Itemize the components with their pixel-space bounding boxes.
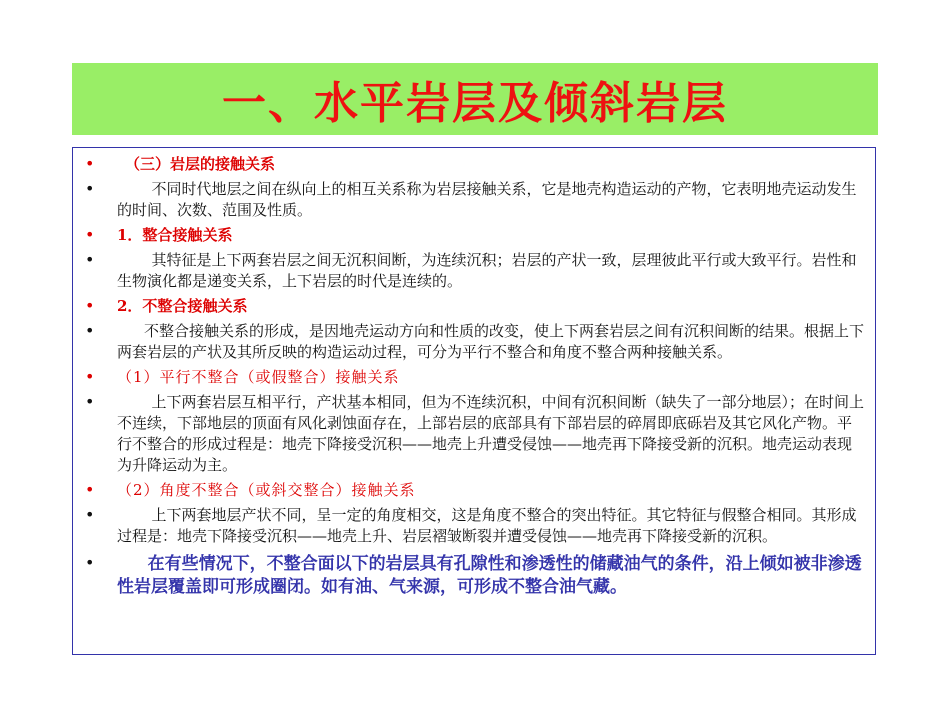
list-item-body	[83, 392, 865, 476]
paragraph-text: 上下两套岩层互相平行，产状基本相同，但为不连续沉积，中间有沉积间断（缺失了一部分地层）；在时间上不连续，下部地层的顶面有风化剥蚀面存在，上部岩层的底部具有下部岩层的碎屑即底砾岩及其它风化产物。平行不整合的形成过程是：地壳下降接受沉积——地壳上升遭受侵蚀——地壳再下降接受新的沉积。地壳运动表现为升降运动为主。	[117, 393, 865, 474]
paragraph-text: 不整合接触关系的形成，是因地壳运动方向和性质的改变，使上下两套岩层之间有沉积间断的结果。根据上下两套岩层的产状及其所反映的构造运动过程，可分为平行不整合和角度不整合两种接触关系。	[117, 322, 865, 361]
paragraph-text: 上下两套地层产状不同，呈一定的角度相交，这是角度不整合的突出特征。其它特征与假整合相同。其形成过程是：地壳下降接受沉积——地壳上升、岩层褶皱断裂并遭受侵蚀——地壳再下降接受新的沉积。	[117, 506, 857, 545]
page-title: 一、水平岩层及倾斜岩层	[222, 78, 728, 129]
emphasis-paragraph: 在有些情况下，不整合面以下的岩层具有孔隙性和渗透性的储藏油气的条件，沿上倾如被非渗透性岩层覆盖即可形成圈闭。如有油、气来源，可形成不整合油气藏。	[117, 554, 862, 597]
title-banner	[72, 63, 878, 135]
section-subheading: （1）平行不整合（或假整合）接触关系	[117, 368, 400, 386]
bullet-icon: •	[85, 480, 95, 499]
section-heading: 2．不整合接触关系	[117, 297, 248, 315]
bullet-icon: •	[85, 296, 95, 315]
section-subheading: （2）角度不整合（或斜交整合）接触关系	[117, 481, 416, 499]
list-item-heading-conformable	[83, 225, 865, 246]
paragraph-text: 其特征是上下两套岩层之间无沉积间断，为连续沉积；岩层的产状一致，层理彼此平行或大致平行。岩性和生物演化都是递变关系，上下岩层的时代是连续的。	[117, 251, 857, 290]
bullet-icon: •	[85, 225, 95, 244]
bullet-icon: •	[85, 367, 95, 386]
list-item-subheading-parallel	[83, 367, 865, 388]
bullet-icon: •	[85, 154, 95, 173]
section-heading: （三）岩层的接触关系	[125, 155, 276, 173]
list-item-body	[83, 250, 865, 292]
list-item-heading-unconformable	[83, 296, 865, 317]
bullet-icon: •	[85, 250, 95, 269]
section-heading: 1．整合接触关系	[117, 226, 233, 244]
bullet-icon: •	[85, 392, 95, 411]
bullet-icon: •	[85, 179, 95, 198]
paragraph-text: 不同时代地层之间在纵向上的相互关系称为岩层接触关系，它是地壳构造运动的产物，它表明地壳运动发生的时间、次数、范围及性质。	[117, 180, 857, 219]
bullet-icon: •	[85, 505, 95, 524]
list-item-emphasis	[83, 553, 865, 599]
bullet-icon: •	[85, 553, 95, 572]
content-box	[72, 147, 876, 655]
list-item-body	[83, 321, 865, 363]
list-item-body	[83, 179, 865, 221]
bullet-icon: •	[85, 321, 95, 340]
list-item-subheading-angular	[83, 480, 865, 501]
list-item-heading-contact	[83, 154, 865, 175]
list-item-body	[83, 505, 865, 547]
